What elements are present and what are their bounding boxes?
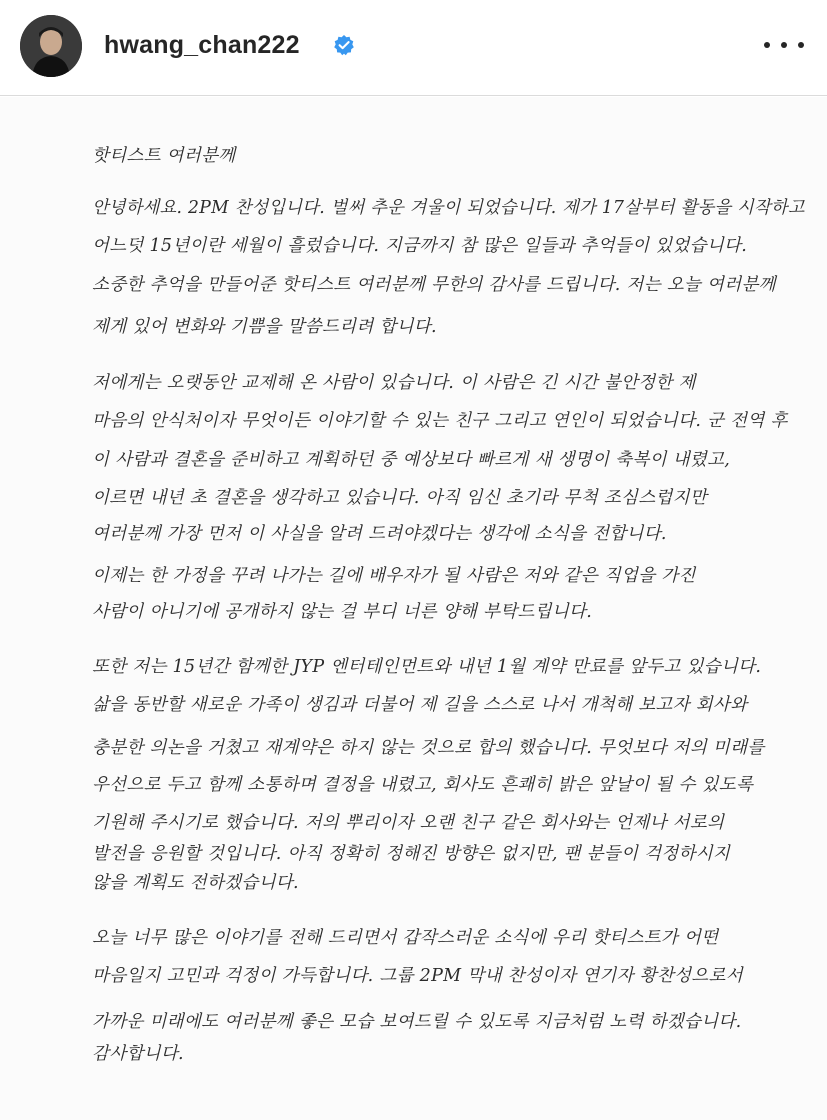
letter-line: 사람이 아니기에 공개하지 않는 걸 부디 너른 양해 부탁드립니다. (92, 602, 593, 622)
letter-line: 안녕하세요. 2PM 찬성입니다. 벌써 추운 겨울이 되었습니다. 제가 17살부터 활동을 시작하고 (92, 198, 805, 218)
letter-line: 소중한 추억을 만들어준 핫티스트 여러분께 무한의 감사를 드립니다. 저는 오늘 여러분께 (92, 275, 776, 295)
letter-line: 기원해 주시기로 했습니다. 저의 뿌리이자 오랜 친구 같은 회사와는 언제나 서로의 (92, 813, 725, 833)
letter-line: 이제는 한 가정을 꾸려 나가는 길에 배우자가 될 사람은 저와 같은 직업을 가진 (92, 566, 696, 586)
more-dot (764, 42, 770, 48)
letter-line: 우선으로 두고 함께 소통하며 결정을 내렸고, 회사도 흔쾌히 밝은 앞날이 될 수 있도록 (92, 775, 754, 795)
handwritten-letter-image (0, 97, 827, 1120)
verified-badge-icon (333, 34, 355, 56)
letter-line: 오늘 너무 많은 이야기를 전해 드리면서 갑작스러운 소식에 우리 핫티스트가 어떤 (92, 928, 719, 948)
letter-line: 저에게는 오랫동안 교제해 온 사람이 있습니다. 이 사람은 긴 시간 불안정한 제 (92, 373, 696, 393)
letter-line: 않을 계획도 전하겠습니다. (92, 873, 299, 893)
letter-line: 제게 있어 변화와 기쁨을 말씀드리려 합니다. (92, 317, 437, 337)
letter-line: 여러분께 가장 먼저 이 사실을 알려 드려야겠다는 생각에 소식을 전합니다. (92, 524, 667, 544)
letter-line: 충분한 의논을 거쳤고 재계약은 하지 않는 것으로 합의 했습니다. 무엇보다 저의 미래를 (92, 738, 765, 758)
more-dot (781, 42, 787, 48)
letter-line: 가까운 미래에도 여러분께 좋은 모습 보여드릴 수 있도록 지금처럼 노력 하겠습니다. (92, 1012, 742, 1032)
profile-avatar[interactable] (20, 15, 82, 77)
letter-line: 어느덧 15년이란 세월이 흘렀습니다. 지금까지 참 많은 일들과 추억들이 있었습니다. (92, 236, 748, 256)
letter-line: 마음의 안식처이자 무엇이든 이야기할 수 있는 친구 그리고 연인이 되었습니다. 군 전역 후 (92, 411, 788, 431)
more-options-icon[interactable] (764, 30, 804, 60)
letter-line: 이 사람과 결혼을 준비하고 계획하던 중 예상보다 빠르게 새 생명이 축복이 내렸고, (92, 450, 731, 470)
letter-line: 마음일지 고민과 걱정이 가득합니다. 그룹 2PM 막내 찬성이자 연기자 황찬성으로서 (92, 966, 743, 986)
username[interactable]: hwang_chan222 (104, 31, 300, 59)
post-header (0, 0, 827, 96)
letter-line: 발전을 응원할 것입니다. 아직 정확히 정해진 방향은 없지만, 팬 분들이 걱정하시지 (92, 844, 731, 864)
letter-line: 또한 저는 15년간 함께한 JYP 엔터테인먼트와 내년 1월 계약 만료를 앞두고 있습니다. (92, 657, 762, 677)
letter-line: 이르면 내년 초 결혼을 생각하고 있습니다. 아직 임신 초기라 무척 조심스럽지만 (92, 488, 708, 508)
letter-line: 감사합니다. (92, 1044, 184, 1064)
letter-line: 삶을 동반할 새로운 가족이 생김과 더불어 제 길을 스스로 나서 개척해 보고자 회사와 (92, 695, 748, 715)
letter-greeting: 핫티스트 여러분께 (92, 146, 236, 166)
more-dot (798, 42, 804, 48)
